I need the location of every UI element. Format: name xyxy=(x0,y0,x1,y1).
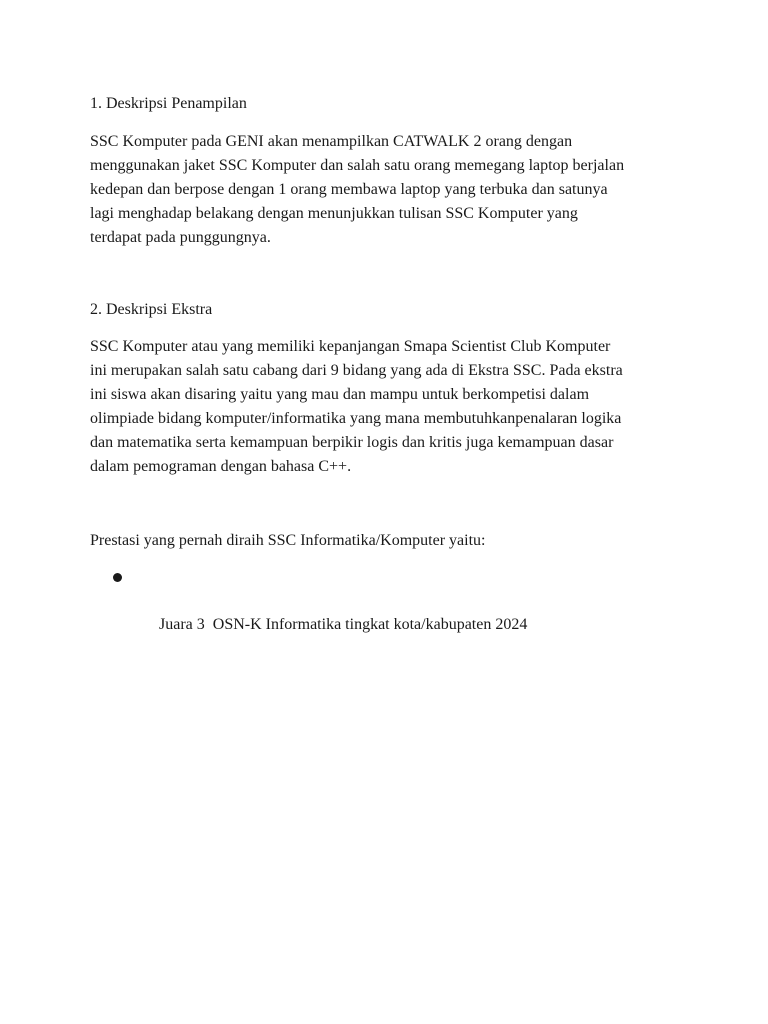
achievements-list xyxy=(90,565,527,661)
achievements-intro: Prestasi yang pernah diraih SSC Informatika/Komputer yaitu: xyxy=(90,532,486,549)
section-heading-penampilan: 1. Deskripsi Penampilan xyxy=(90,95,247,112)
paragraph-ekstra: SSC Komputer atau yang memiliki kepanjangan Smapa Scientist Club Komputer ini merupakan salah satu cabang dari 9 bidang yang ada di Ekstra SSC. Pada ekstra ini siswa akan disaring yaitu yang mau dan mampu untuk berkompetisi dalam olimpiade bidang komputer/informatika yang mana membutuhkanpenalaran logika dan matematika serta kemampuan berpikir logis dan kritis juga kemampuan dasar dalam pemograman dengan bahasa C++. xyxy=(90,338,623,475)
achievement-text: Juara 3 OSN-K Informatika tingkat kota/kabupaten 2024 xyxy=(159,616,528,633)
paragraph-penampilan: SSC Komputer pada GENI akan menampilkan CATWALK 2 orang dengan menggunakan jaket SSC Komputer dan salah satu orang memegang laptop berjalan kedepan dan berpose dengan 1 orang membawa laptop yang terbuka dan satunya lagi menghadap belakang dengan menunjukkan tulisan SSC Komputer yang terdapat pada punggungnya. xyxy=(90,133,625,246)
list-item xyxy=(90,565,527,661)
bullet-icon xyxy=(113,573,122,582)
section-heading-ekstra: 2. Deskripsi Ekstra xyxy=(90,301,213,318)
